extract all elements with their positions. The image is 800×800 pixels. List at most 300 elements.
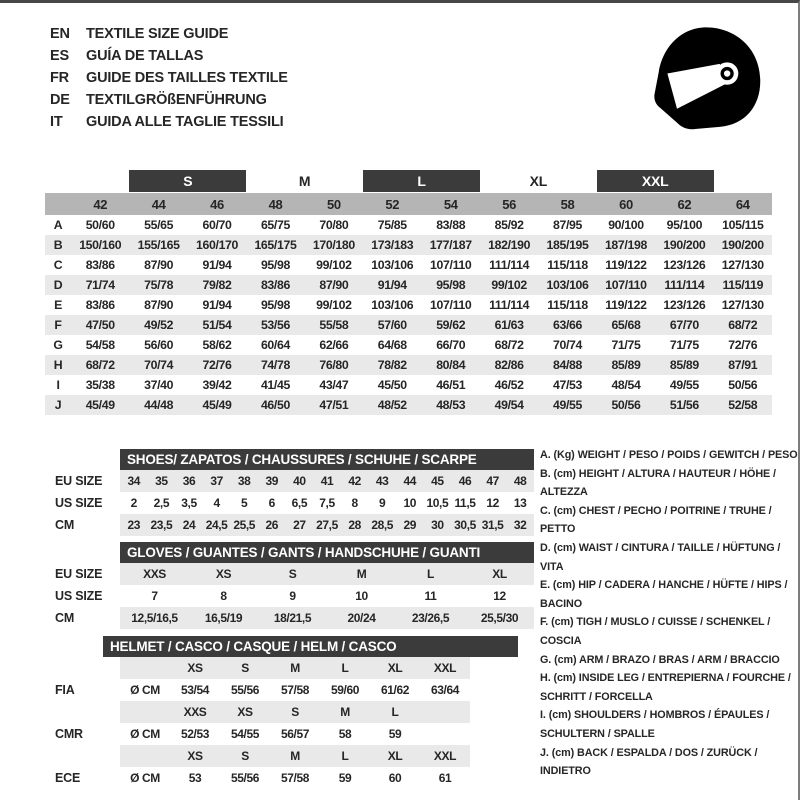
helmet-size-cell: S [220,745,270,767]
helmet-size-cell: L [320,745,370,767]
measure-value: 60/70 [202,218,232,232]
value-cell: 25,5 [230,514,258,536]
value-cell: 10 [355,589,368,603]
value-cell: L [396,563,465,585]
helmet-table-title: HELMET / CASCO / CASQUE / HELM / CASCO [103,636,518,657]
measure-value: 68/72 [494,338,524,352]
value-cell: 42 [341,470,369,492]
value-cell: 9 [289,589,296,603]
row-letter: E [54,298,62,312]
value-cell: 28 [341,514,369,536]
row-label: EU SIZE [55,474,103,488]
value-cell: 38 [230,470,258,492]
value-cell: XL [465,563,534,585]
helmet-value-cell: 53 [188,771,202,785]
helmet-size-cell: L [320,657,370,679]
row-letter: F [54,318,62,332]
measure-value: 70/80 [319,218,349,232]
value-cell: XS [189,563,258,585]
measure-value: 103/106 [371,258,414,272]
helmet-size-cell: M [270,745,320,767]
value-cell: 32 [506,514,534,536]
measure-value: 78/82 [377,358,407,372]
measure-value: 87/90 [144,298,174,312]
measure-value: 75/78 [144,278,174,292]
helmet-value-cell: 61/62 [380,683,410,697]
measure-value: 107/110 [430,298,472,312]
measure-value: 83/88 [436,218,466,232]
measure-value: 55/58 [319,318,349,332]
measure-row-d [45,275,772,295]
row-letter: B [53,238,63,252]
measure-row-e [45,295,772,315]
measure-value: 107/110 [430,258,472,272]
measure-value: 59/62 [436,318,466,332]
measure-value: 185/195 [546,238,589,252]
helmet-unit-label: Ø CM [130,683,160,697]
measure-value: 123/126 [663,258,706,272]
measure-value: 95/98 [260,258,290,272]
measure-value: 190/200 [721,238,764,252]
measure-value: 49/54 [494,398,524,412]
gloves-size-table [50,542,534,629]
legend-item-f: F. (cm) TIGH / MUSLO / CUISSE / SCHENKEL / COSCIA [540,616,771,647]
value-cell: 25,5/30 [465,607,534,629]
legend-item-i: I. (cm) SHOULDERS / HOMBROS / ÉPAULES / SCHULTERN / SPALLE [540,709,770,740]
measure-value: 150/160 [79,238,122,252]
helmet-value-cell: 61 [438,771,452,785]
language-row [50,111,288,133]
helmet-value-cell: 59/60 [330,683,360,697]
helmet-values-row-ece [50,767,520,789]
shoes-row-eu-size [50,470,534,492]
size-header-cell: 58 [560,196,575,212]
helmet-size-cell: S [220,657,270,679]
value-cell: 23,5 [148,514,176,536]
measure-value: 82/86 [494,358,524,372]
value-cell: 35 [148,470,176,492]
measure-value: 72/76 [202,358,232,372]
helmet-size-cell: S [270,701,320,723]
size-header-cell: 48 [268,196,283,212]
value-cell: 45 [424,470,452,492]
language-code: IT [50,114,63,130]
measure-value: 63/66 [553,318,583,332]
measure-value: 65/75 [260,218,290,232]
measure-value: 47/53 [553,378,583,392]
measure-value: 68/72 [85,358,115,372]
measure-value: 47/51 [319,398,349,412]
measure-value: 187/198 [604,238,647,252]
legend-item-h: H. (cm) INSIDE LEG / ENTREPIERNA / FOURCHE / SCHRITT / FORCELLA [540,672,791,703]
unit-spacer [120,657,170,679]
size-group-row [45,170,772,192]
helmet-size-cell: XL [370,657,420,679]
measure-value: 68/72 [728,318,758,332]
value-cell: 11,5 [454,496,476,510]
measure-value: 91/94 [202,258,232,272]
value-cell: 24,5 [203,514,231,536]
value-cell: 11 [424,589,437,603]
measure-value: 46/51 [436,378,466,392]
standard-label-spacer [50,701,120,723]
measure-value: 50/56 [728,378,758,392]
measurement-legend [540,446,798,781]
value-cell: XXS [120,563,189,585]
measure-value: 65/68 [611,318,641,332]
language-row [50,23,288,45]
legend-item-b: B. (cm) HEIGHT / ALTURA / HAUTEUR / HÖHE / ALTEZZA [540,467,776,499]
value-cell: 2 [130,496,137,510]
language-code: ES [50,48,69,64]
helmet-icon [645,17,773,145]
measure-value: 173/183 [371,238,414,252]
helmet-value-cell: 59 [338,771,352,785]
helmet-standard-label: FIA [55,683,75,697]
helmet-value-cell: 60 [388,771,402,785]
shoes-row-us-size [50,492,534,514]
measure-value: 103/106 [546,278,589,292]
measure-value: 39/42 [202,378,232,392]
measure-value: 90/100 [608,218,644,232]
helmet-value-cell: 55/56 [230,771,260,785]
helmet-unit-label: Ø CM [130,727,160,741]
helmet-sizes-row-cmr [50,701,520,723]
size-group-m: M [298,173,311,189]
measure-value: 177/187 [429,238,472,252]
measure-value: 52/58 [728,398,758,412]
measure-value: 84/88 [553,358,583,372]
value-cell: 36 [175,470,203,492]
value-cell: 34 [120,470,148,492]
measure-value: 46/52 [494,378,524,392]
measure-value: 165/175 [254,238,297,252]
gloves-row-us-size [50,585,534,607]
measure-value: 87/95 [553,218,583,232]
value-cell: 3,5 [181,496,197,510]
value-cell: 30,5 [451,514,479,536]
helmet-value-cell: 55/56 [230,683,260,697]
helmet-value-cell: 58 [338,727,352,741]
measure-value: 60/64 [260,338,290,352]
language-title: GUÍA DE TALLAS [86,48,204,64]
value-cell: 23 [120,514,148,536]
measure-value: 127/130 [721,298,764,312]
helmet-sizes-row-fia [50,657,520,679]
measure-value: 45/49 [202,398,232,412]
size-group-xxl: XXL [597,170,714,192]
measure-value: 75/85 [377,218,407,232]
size-header-cell: 64 [735,196,750,212]
measure-value: 71/75 [669,338,699,352]
row-label: US SIZE [55,589,103,603]
value-cell: 12 [493,589,506,603]
measure-value: 47/50 [85,318,115,332]
unit-spacer [120,701,170,723]
measure-value: 160/170 [196,238,239,252]
value-cell: 23/26,5 [396,607,465,629]
helmet-size-cell: XS [170,657,220,679]
measure-value: 66/70 [436,338,466,352]
shoes-row-cm [50,514,534,536]
helmet-standard-label: CMR [55,727,83,741]
value-cell: 48 [506,470,534,492]
measure-value: 170/180 [312,238,355,252]
measure-value: 79/82 [202,278,232,292]
value-cell: 5 [241,496,248,510]
measure-value: 182/190 [488,238,531,252]
measure-value: 62/66 [319,338,349,352]
row-letter: D [53,278,63,292]
measure-value: 48/52 [377,398,407,412]
value-cell: M [327,563,396,585]
measure-value: 85/89 [611,358,641,372]
measure-value: 105/115 [722,218,764,232]
language-row [50,45,288,67]
measure-value: 99/102 [491,278,527,292]
helmet-value-cell: 54/55 [230,727,260,741]
measure-value: 80/84 [436,358,466,372]
measure-value: 83/86 [260,278,290,292]
measure-value: 99/102 [316,258,352,272]
measure-value: 87/91 [728,358,758,372]
shoes-size-table [50,449,534,536]
row-letter: J [54,398,62,412]
unit-spacer [120,745,170,767]
value-cell: 8 [220,589,227,603]
value-cell: 2,5 [153,496,170,510]
measure-row-f [45,315,772,335]
value-cell: 31,5 [479,514,507,536]
measure-row-b [45,235,772,255]
language-title: GUIDA ALLE TAGLIE TESSILI [86,114,284,130]
measure-value: 83/86 [85,298,115,312]
helmet-table-rows [50,657,520,789]
value-cell: 7 [151,589,158,603]
value-cell: 12 [486,496,499,510]
measure-value: 72/76 [728,338,758,352]
standard-label-spacer [50,657,120,679]
size-header-cell: 60 [619,196,633,212]
value-cell: 41 [313,470,341,492]
helmet-size-table [50,636,520,789]
value-cell: 8 [351,496,358,510]
shoes-table-title: SHOES/ ZAPATOS / CHAUSSURES / SCHUHE / SCARPE [120,449,534,470]
size-header-cell: 62 [677,196,692,212]
measure-row-h [45,355,772,375]
measure-value: 70/74 [553,338,583,352]
measure-value: 71/74 [85,278,115,292]
measure-value: 54/58 [85,338,115,352]
helmet-sizes-row-ece [50,745,520,767]
value-cell: S [258,563,327,585]
size-group-xl: XL [529,173,548,189]
size-group-l: L [363,170,480,192]
measure-value: 70/74 [144,358,174,372]
gloves-row-cm [50,607,534,629]
size-group-s: S [129,170,246,192]
helmet-size-cell: L [370,701,420,723]
measure-value: 50/56 [611,398,641,412]
measure-value: 103/106 [371,298,414,312]
row-label: US SIZE [55,496,103,510]
value-cell: 13 [513,496,527,510]
helmet-value-cell: 56/57 [280,727,310,741]
row-label: CM [55,611,75,625]
gloves-table-rows [50,563,534,629]
measure-value: 64/68 [377,338,407,352]
language-code: DE [50,92,70,108]
legend-item-e: E. (cm) HIP / CADERA / HANCHE / HÜFTE / HIPS / BACINO [540,579,788,610]
language-title: GUIDE DES TAILLES TEXTILE [86,70,288,86]
value-cell: 26 [258,514,286,536]
measure-row-i [45,375,772,395]
value-cell: 16,5/19 [189,607,258,629]
measure-value: 123/126 [663,298,706,312]
legend-item-d: D. (cm) WAIST / CINTURA / TAILLE / HÜFTUNG / VITA [540,541,781,573]
measure-value: 51/54 [202,318,232,332]
size-header-row [45,193,772,215]
measure-value: 91/94 [202,298,232,312]
helmet-size-cell: XL [370,745,420,767]
measure-value: 43/47 [319,378,349,392]
measure-row-g [45,335,772,355]
helmet-size-cell: XXL [420,745,470,767]
helmet-unit-label: Ø CM [130,771,160,785]
measure-value: 71/75 [611,338,641,352]
value-cell: 20/24 [327,607,396,629]
measure-value: 48/54 [611,378,641,392]
measure-value: 87/90 [319,278,349,292]
measure-value: 111/114 [489,258,530,272]
measure-value: 44/48 [144,398,174,412]
measure-value: 53/56 [260,318,290,332]
measure-value: 127/130 [721,258,764,272]
shoes-table-rows [50,470,534,536]
size-header-cell: 44 [151,196,166,212]
language-title-list [50,23,288,133]
measure-value: 190/200 [663,238,706,252]
size-header-cell: 56 [502,196,516,212]
helmet-size-cell: XXL [420,657,470,679]
language-title: TEXTILE SIZE GUIDE [86,26,229,42]
measure-value: 119/122 [605,298,647,312]
measure-value: 46/50 [260,398,290,412]
value-cell: 12,5/16,5 [120,607,189,629]
value-cell: 29 [396,514,424,536]
legend-item-g: G. (cm) ARM / BRAZO / BRAS / ARM / BRACCIO [540,653,780,666]
row-letter: G [53,338,63,352]
size-header-cell: 50 [326,196,341,212]
measure-value: 45/50 [377,378,407,392]
measure-value: 49/55 [553,398,583,412]
measure-value: 95/98 [436,278,466,292]
helmet-value-cell: 52/53 [180,727,210,741]
language-row [50,67,288,89]
value-cell: 28,5 [368,514,396,536]
helmet-size-cell: XXS [170,701,220,723]
measure-value: 115/119 [722,278,764,292]
helmet-value-cell: 53/54 [180,683,210,697]
measure-value: 83/86 [85,258,115,272]
value-cell: 43 [368,470,396,492]
measure-value: 67/70 [669,318,699,332]
measure-value: 95/100 [666,218,703,232]
size-header-cell: 42 [93,196,108,212]
value-cell: 46 [451,470,479,492]
row-label: CM [55,518,75,532]
helmet-value-cell: 57/58 [280,683,310,697]
measure-value: 51/56 [669,398,699,412]
measure-value: 115/118 [547,258,588,272]
measure-value: 95/98 [260,298,290,312]
gloves-row-eu-size [50,563,534,585]
measure-value: 48/53 [436,398,466,412]
measure-value: 111/114 [489,298,530,312]
measure-value: 74/78 [260,358,290,372]
helmet-size-cell: XS [170,745,220,767]
value-cell: 40 [286,470,314,492]
measure-value: 111/114 [664,278,705,292]
value-cell: 4 [213,496,220,510]
value-cell: 24 [175,514,203,536]
textile-size-table [45,170,772,415]
value-cell: 6 [268,496,275,510]
measure-value: 57/60 [377,318,407,332]
measure-value: 155/165 [137,238,180,252]
row-letter: H [53,358,63,372]
helmet-standard-label: ECE [55,771,81,785]
helmet-values-row-cmr [50,723,520,745]
value-cell: 10,5 [426,496,449,510]
measure-value: 50/60 [85,218,115,232]
measure-row-a [45,215,772,235]
helmet-value-cell: 57/58 [280,771,310,785]
measure-value: 76/80 [319,358,349,372]
helmet-value-cell: 59 [388,727,402,741]
legend-item-j: J. (cm) BACK / ESPALDA / DOS / ZURÜCK / INDIETRO [540,746,758,778]
value-cell: 18/21,5 [258,607,327,629]
measure-value: 35/38 [85,378,115,392]
measure-value: 55/65 [144,218,174,232]
value-cell: 7,5 [319,496,335,510]
language-title: TEXTILGRÖßENFÜHRUNG [86,92,267,108]
row-letter: A [53,218,63,232]
row-letter: I [56,378,60,392]
value-cell: 47 [479,470,507,492]
measure-value: 37/40 [144,378,174,392]
row-label: EU SIZE [55,567,103,581]
value-cell: 9 [379,496,386,510]
value-cell: 44 [396,470,424,492]
language-row [50,89,288,111]
measure-value: 87/90 [144,258,174,272]
measure-value: 56/60 [144,338,174,352]
value-cell: 6,5 [291,496,308,510]
measure-value: 115/118 [547,298,588,312]
row-letter: C [53,258,63,272]
measure-value: 49/52 [144,318,174,332]
measure-value: 49/55 [669,378,699,392]
language-code: FR [50,70,69,86]
language-code: EN [50,26,70,42]
size-header-cell: 46 [210,196,224,212]
measure-value: 119/122 [605,258,647,272]
measure-value: 91/94 [377,278,407,292]
size-header-cell: 52 [385,196,400,212]
helmet-size-cell: M [270,657,320,679]
legend-item-a: A. (Kg) WEIGHT / PESO / POIDS / GEWITCH / PESO [540,449,798,461]
